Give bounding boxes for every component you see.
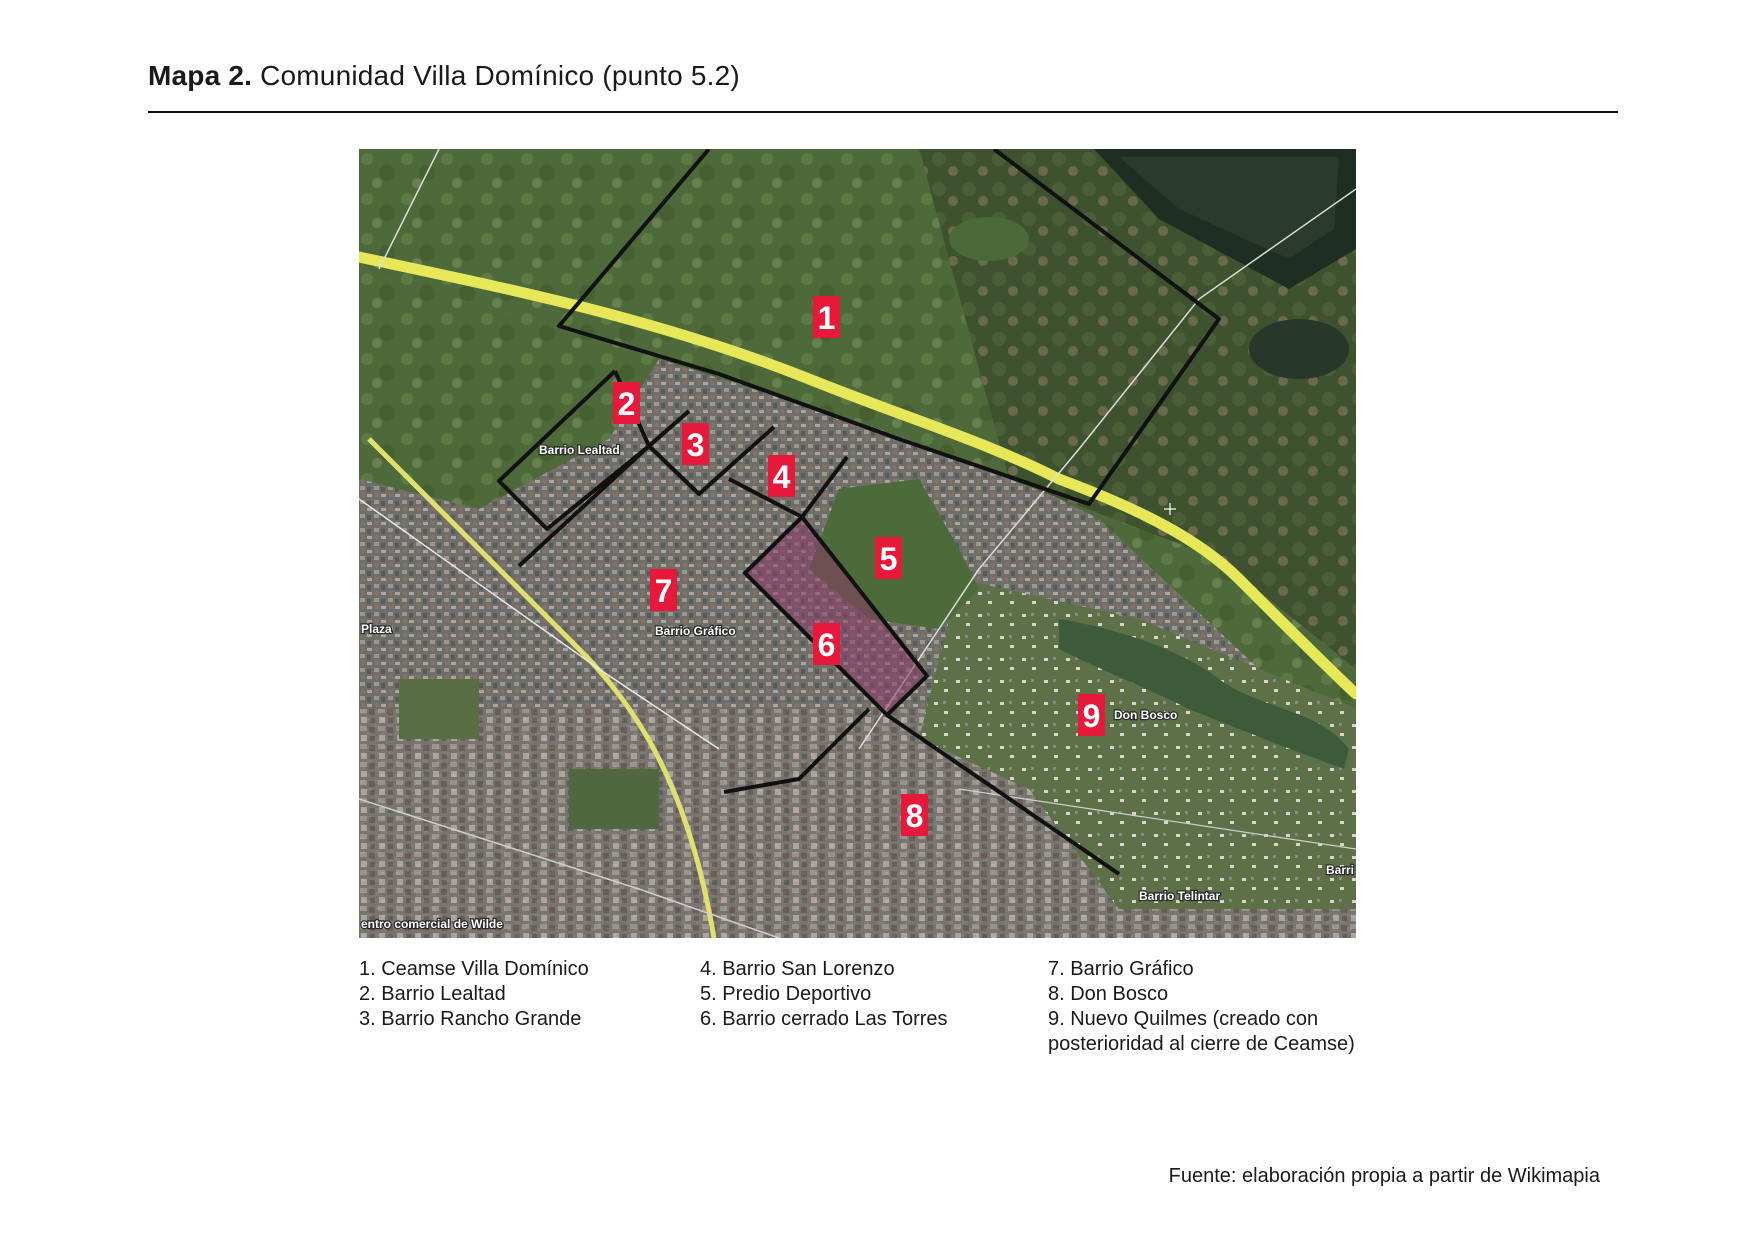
svg-text:6: 6 <box>817 627 836 663</box>
legend-item: posterioridad al cierre de Ceamse) <box>1048 1033 1355 1055</box>
legend-column-3 <box>1048 957 1355 1057</box>
svg-text:1: 1 <box>817 300 836 336</box>
label-barrio-grafico: Barrio Gráfico <box>655 624 736 638</box>
svg-text:3: 3 <box>686 427 705 463</box>
svg-text:2: 2 <box>617 386 636 422</box>
legend-item: 4. Barrio San Lorenzo <box>700 958 895 980</box>
marker-1 <box>813 296 840 338</box>
label-plaza: Plaza <box>361 622 392 636</box>
legend-item: 7. Barrio Gráfico <box>1048 958 1194 980</box>
legend-item: 5. Predio Deportivo <box>700 983 872 1005</box>
marker-4 <box>768 455 795 497</box>
map-title <box>148 60 740 92</box>
legend-item: 3. Barrio Rancho Grande <box>359 1008 582 1030</box>
legend-column-2 <box>700 957 948 1032</box>
marker-5 <box>875 537 902 579</box>
legend-item: 6. Barrio cerrado Las Torres <box>700 1008 948 1030</box>
svg-text:8: 8 <box>905 798 924 834</box>
title-divider <box>148 111 1618 113</box>
svg-text:4: 4 <box>772 459 791 495</box>
label-centro-comercial: entro comercial de Wilde <box>361 917 503 931</box>
satellite-map <box>359 149 1356 938</box>
legend-column-1 <box>359 957 589 1032</box>
map-title-prefix: Mapa 2. <box>148 60 253 91</box>
label-barrio-lealtad: Barrio Lealtad <box>539 443 620 457</box>
source-note: Fuente: elaboración propia a partir de Wikimapia <box>1168 1165 1600 1187</box>
svg-text:5: 5 <box>879 541 898 577</box>
marker-2 <box>613 382 640 424</box>
marker-7 <box>650 569 677 611</box>
svg-text:9: 9 <box>1082 698 1101 734</box>
marker-8 <box>901 794 928 836</box>
legend-item: 2. Barrio Lealtad <box>359 983 506 1005</box>
label-barrio-telintar: Barrio Telintar <box>1139 889 1221 903</box>
legend-item: 9. Nuevo Quilmes (creado con <box>1048 1008 1319 1030</box>
marker-9 <box>1078 694 1105 736</box>
marker-3 <box>682 423 709 465</box>
map-title-text: Comunidad Villa Domínico (punto 5.2) <box>260 60 740 91</box>
legend-item: 8. Don Bosco <box>1048 983 1169 1005</box>
label-barri: Barri <box>1326 863 1355 877</box>
marker-6 <box>813 623 840 665</box>
svg-text:7: 7 <box>654 573 673 609</box>
legend-item: 1. Ceamse Villa Domínico <box>359 958 589 980</box>
label-don-bosco: Don Bosco <box>1114 708 1178 722</box>
